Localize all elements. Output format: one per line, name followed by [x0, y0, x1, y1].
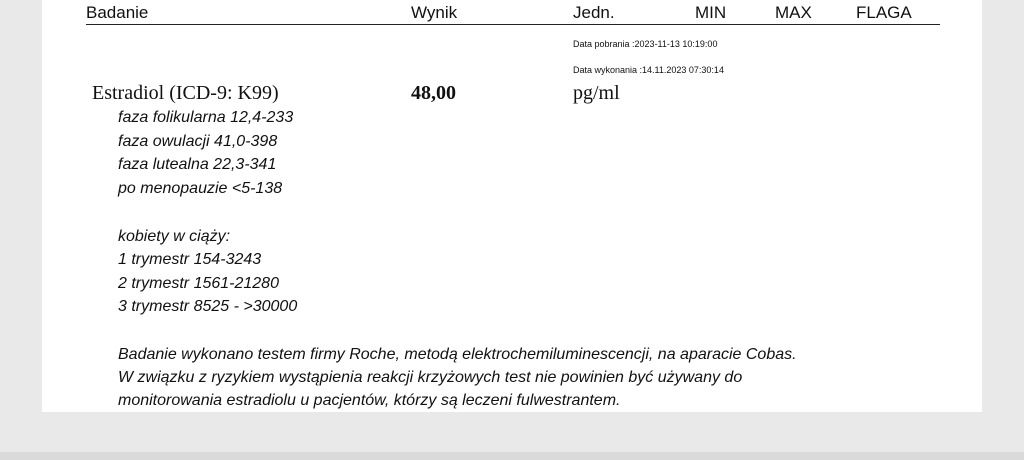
reference-line: faza folikularna 12,4-233 [118, 109, 294, 126]
note-line: Badanie wykonano testem firmy Roche, metodą elektrochemiluminescencji, na aparacie Cobas. [118, 346, 797, 363]
viewer-bottom-edge [0, 452, 1024, 460]
pregnancy-line: 3 trymestr 8525 - >30000 [118, 298, 298, 315]
header-wynik: Wynik [411, 3, 458, 22]
collection-date: Data pobrania :2023-11-13 10:19:00 [573, 39, 718, 49]
header-jedn: Jedn. [573, 3, 615, 22]
header-flaga: FLAGA [856, 3, 912, 22]
pregnancy-line: 2 trymestr 1561-21280 [118, 275, 279, 292]
test-name: Estradiol (ICD-9: K99) [92, 82, 279, 104]
note-line: monitorowania estradiolu u pacjentów, którzy są leczeni fulwestrantem. [118, 392, 621, 409]
pregnancy-title: kobiety w ciąży: [118, 228, 231, 245]
test-result: 48,00 [411, 82, 456, 104]
reference-line: po menopauzie <5-138 [118, 180, 283, 197]
execution-date: Data wykonania :14.11.2023 07:30:14 [573, 65, 724, 75]
table-header [42, 0, 982, 24]
header-divider [86, 24, 940, 25]
lab-report-page [42, 0, 982, 412]
pregnancy-line: 1 trymestr 154-3243 [118, 251, 262, 268]
reference-line: faza owulacji 41,0-398 [118, 133, 278, 150]
header-max: MAX [775, 3, 812, 22]
note-line: W związku z ryzykiem wystąpienia reakcji krzyżowych test nie powinien być używany do [118, 369, 743, 386]
header-badanie: Badanie [86, 3, 149, 22]
header-min: MIN [695, 3, 727, 22]
reference-line: faza lutealna 22,3-341 [118, 156, 277, 173]
test-unit: pg/ml [573, 82, 620, 104]
